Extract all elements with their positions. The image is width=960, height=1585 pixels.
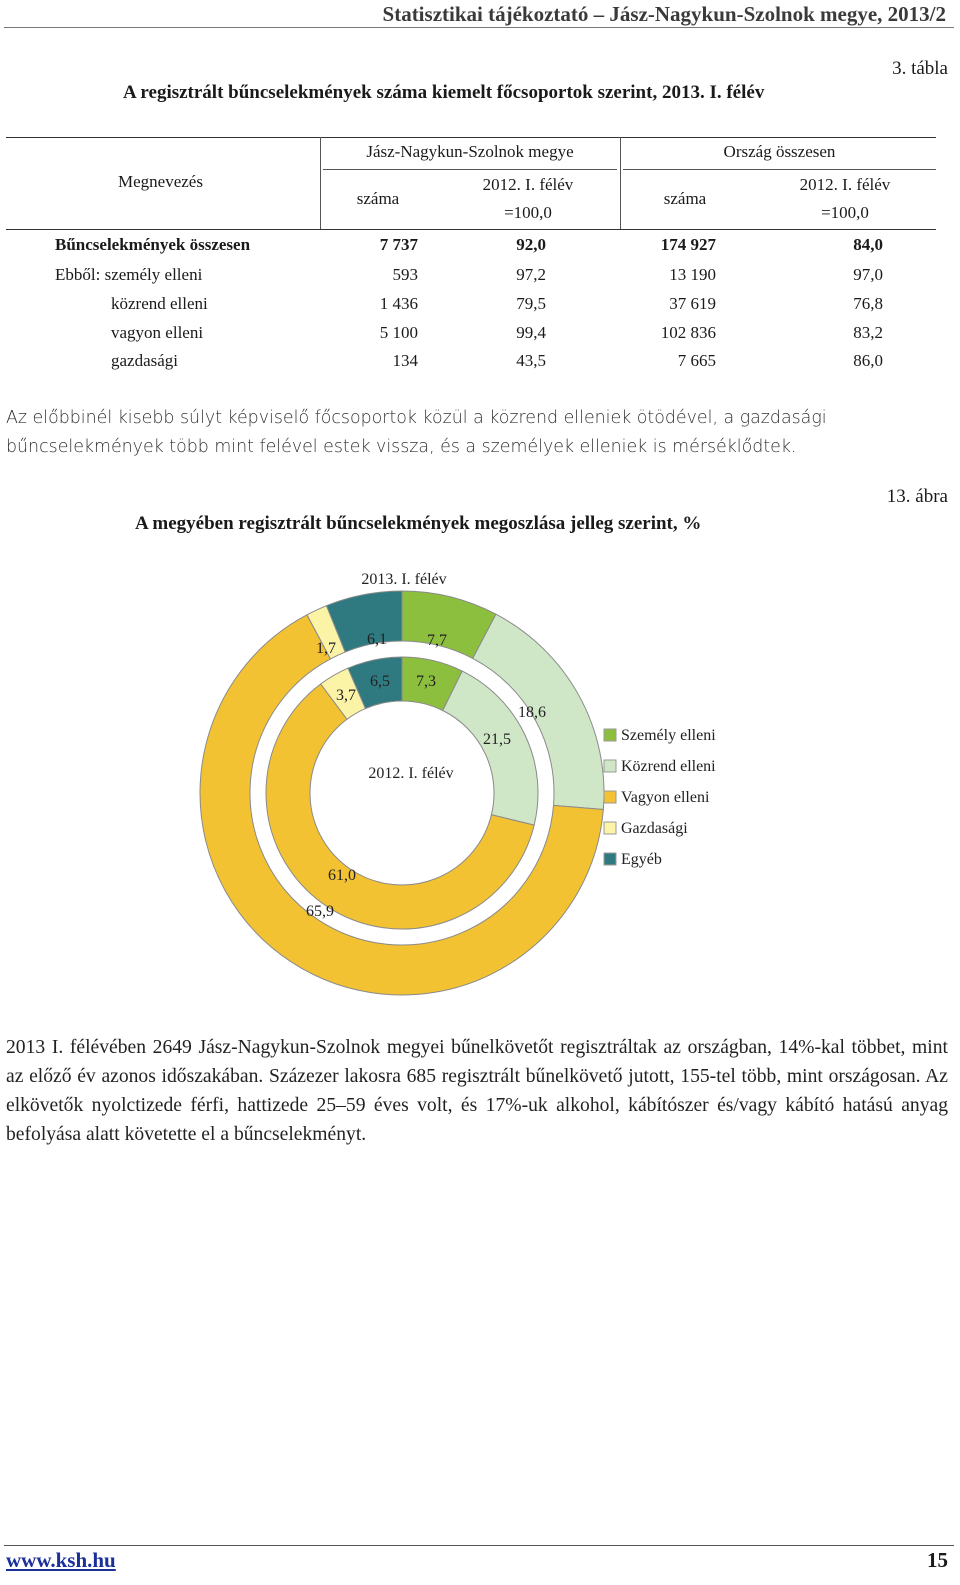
legend-swatch [604, 760, 616, 772]
paragraph-2: 2013 I. félévében 2649 Jász-Nagykun-Szolnok megyei bűnelkövetőt regisztráltak az országban, 14%-kal többet, mint az előző év azonos időszakában. Százezer lakosra 685 regisztrált bűnelkövető jutott, 155-tel több, mint országosan. Az elkövetők nyolctizede férfi, hattizede 25–59 éves volt, és 17%-uk alkohol, kábítószer és/vagy kábító hatású anyag befolyása alatt követette el a bűncselekményt. [6, 1037, 948, 1145]
inner-value-label: 61,0 [328, 867, 356, 884]
cell: 102 836 [660, 323, 716, 342]
legend-swatch [604, 729, 616, 741]
outer-value-label: 6,1 [367, 631, 387, 648]
legend-label: Közrend elleni [621, 758, 716, 775]
row-label-total: Bűncselekmények összesen [55, 235, 251, 254]
paragraph-1: Az előbbinél kisebb súlyt képviselő főcsoportok közül a közrend elleniek ötödével, a gazdasági bűncselekmények több mint felével estek vissza, és a személyek elleniek is mérséklődtek. [6, 408, 827, 457]
inner-value-label: 3,7 [336, 687, 356, 704]
col-header-country-index-2: =100,0 [821, 203, 869, 222]
cell: 7 737 [379, 235, 418, 254]
cell: 92,0 [516, 235, 546, 254]
cell: 79,5 [516, 294, 546, 313]
figure-number: 13. ábra [886, 486, 948, 507]
inner-value-label: 7,3 [416, 673, 436, 690]
cell: 97,2 [516, 265, 546, 284]
inner-value-label: 21,5 [483, 731, 511, 748]
footer-website-link[interactable]: www.ksh.hu [6, 1548, 116, 1572]
outer-value-label: 18,6 [518, 704, 546, 721]
table-header-rule [6, 229, 936, 230]
col-header-county-index-1: 2012. I. félév [482, 175, 574, 194]
cell: 134 [392, 351, 418, 370]
col-header-country-index-1: 2012. I. félév [799, 175, 891, 194]
legend-swatch [604, 822, 616, 834]
group-rule-county [323, 169, 617, 170]
cell: 76,8 [853, 294, 883, 313]
chart-legend [604, 727, 716, 868]
inner-ring [266, 657, 538, 929]
table-title: A regisztrált bűncselekmények száma kiemelt főcsoportok szerint, 2013. I. félév [123, 82, 765, 103]
figure-title: A megyében regisztrált bűncselekmények megoszlása jelleg szerint, % [135, 513, 702, 534]
col-header-name: Megnevezés [118, 172, 203, 191]
header-vline-2 [620, 137, 621, 229]
running-header: Statisztikai tájékoztató – Jász-Nagykun-Szolnok megye, 2013/2 [382, 2, 946, 26]
outer-ring [200, 591, 604, 995]
cell: 5 100 [379, 323, 418, 342]
legend-label: Egyéb [621, 851, 662, 868]
legend-swatch [604, 791, 616, 803]
page-number: 15 [927, 1548, 948, 1572]
cell: 37 619 [669, 294, 716, 313]
outer-value-label: 65,9 [306, 903, 334, 920]
inner-value-label: 6,5 [370, 673, 390, 690]
table-top-rule [6, 137, 936, 138]
row-label: közrend elleni [111, 294, 208, 313]
outer-value-label: 7,7 [427, 632, 447, 649]
cell: 13 190 [669, 265, 716, 284]
group-rule-country [623, 169, 936, 170]
table-number: 3. tábla [892, 58, 948, 79]
footer-divider [4, 1545, 954, 1546]
cell: 593 [392, 265, 418, 284]
cell: 83,2 [853, 323, 883, 342]
cell: 174 927 [660, 235, 716, 254]
row-label: Ebből: személy elleni [55, 265, 203, 284]
header-divider [4, 27, 954, 28]
cell: 99,4 [516, 323, 546, 342]
outer-ring-label: 2013. I. félév [361, 571, 447, 588]
legend-label: Vagyon elleni [621, 789, 710, 806]
legend-label: Gazdasági [621, 820, 688, 837]
col-header-country-count: száma [663, 189, 707, 208]
cell: 84,0 [853, 235, 883, 254]
col-header-county-index-2: =100,0 [504, 203, 552, 222]
legend-label: Személy elleni [621, 727, 716, 744]
row-label: vagyon elleni [111, 323, 204, 342]
cell: 97,0 [853, 265, 883, 284]
cell: 43,5 [516, 351, 546, 370]
legend-swatch [604, 853, 616, 865]
cell: 86,0 [853, 351, 883, 370]
donut-chart [0, 560, 960, 1000]
header-vline-1 [320, 137, 321, 229]
group-header-country: Ország összesen [723, 142, 836, 161]
cell: 1 436 [379, 294, 418, 313]
inner-ring-label: 2012. I. félév [368, 765, 454, 782]
row-label: gazdasági [111, 351, 179, 370]
outer-value-label: 1,7 [316, 640, 336, 657]
cell: 7 665 [677, 351, 716, 370]
group-header-county: Jász-Nagykun-Szolnok megye [366, 142, 574, 161]
col-header-county-count: száma [356, 189, 400, 208]
